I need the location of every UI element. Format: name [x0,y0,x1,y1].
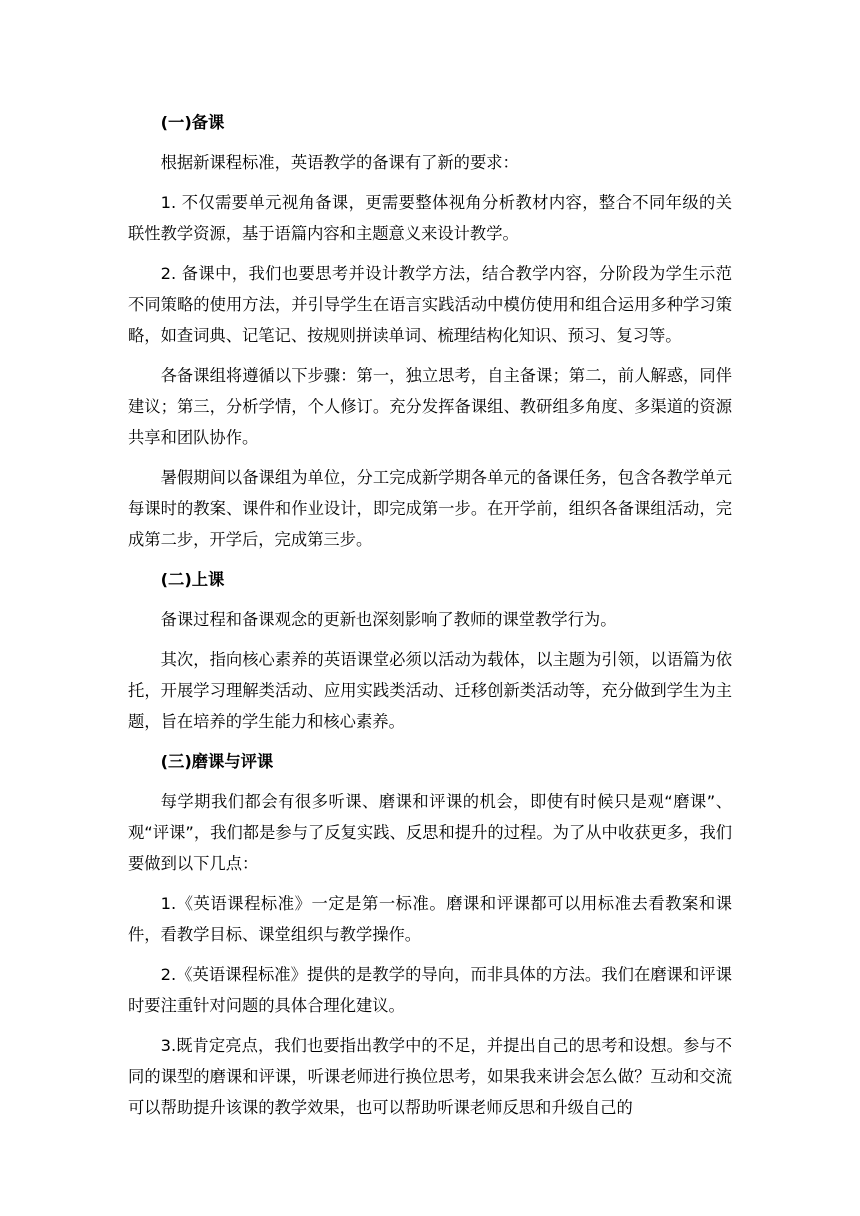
paragraph: 2. 备课中，我们也要思考并设计教学方法，结合教学内容，分阶段为学生示范不同策略的使用方法，并引导学生在语言实践活动中模仿使用和组合运用多种学习策略，如查词典、记笔记、按规则拼读单词、梳理结构化知识、预习、复习等。 [128,264,732,345]
section-heading-teach: (二)上课 [160,570,225,589]
paragraph: 3.既肯定亮点，我们也要指出教学中的不足，并提出自己的思考和设想。参与不同的课型的磨课和评课，听课老师进行换位思考，如果我来讲会怎么做？互动和交流可以帮助提升该课的教学效果，也可以帮助听课老师反思和升级自己的 [128,1036,732,1117]
paragraph: 暑假期间以备课组为单位，分工完成新学期各单元的备课任务，包含各教学单元每课时的教案、课件和作业设计，即完成第一步。在开学前，组织各备课组活动，完成第二步，开学后，完成第三步。 [128,468,732,549]
paragraph: 2.《英语课程标准》提供的是教学的导向，而非具体的方法。我们在磨课和评课时要注重针对问题的具体合理化建议。 [128,965,732,1015]
section-heading-prepare: (一)备课 [160,113,225,132]
paragraph: 每学期我们都会有很多听课、磨课和评课的机会，即使有时候只是观“磨课”、观“评课”，我们都是参与了反复实践、反思和提升的过程。为了从中收获更多，我们要做到以下几点： [128,792,732,873]
paragraph: 备课过程和备课观念的更新也深刻影响了教师的课堂教学行为。 [160,610,617,629]
paragraph: 根据新课程标准，英语教学的备课有了新的要求： [160,153,519,172]
paragraph: 其次，指向核心素养的英语课堂必须以活动为载体，以主题为引领，以语篇为依托，开展学习理解类活动、应用实践类活动、迁移创新类活动等，充分做到学生为主题，旨在培养的学生能力和核心素养。 [128,650,732,731]
document-body [128,107,732,1132]
paragraph: 各备课组将遵循以下步骤：第一，独立思考，自主备课；第二，前人解惑，同伴建议；第三，分析学情，个人修订。充分发挥备课组、教研组多角度、多渠道的资源共享和团队协作。 [128,366,732,447]
paragraph: 1.《英语课程标准》一定是第一标准。磨课和评课都可以用标准去看教案和课件，看教学目标、课堂组织与教学操作。 [128,894,732,944]
paragraph: 1. 不仅需要单元视角备课，更需要整体视角分析教材内容，整合不同年级的关联性教学资源，基于语篇内容和主题意义来设计教学。 [128,193,732,243]
section-heading-review: (三)磨课与评课 [160,752,274,771]
